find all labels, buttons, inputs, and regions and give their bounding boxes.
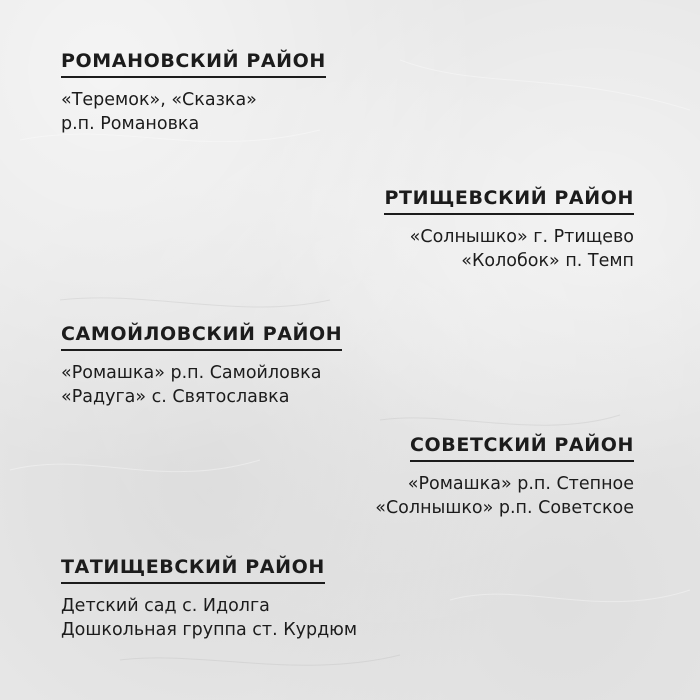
kindergarten-line: р.п. Романовка [61, 114, 200, 134]
district-heading: ТАТИЩЕВСКИЙ РАЙОН [61, 555, 325, 584]
kindergarten-list [375, 472, 634, 520]
kindergarten-line: «Солнышко» р.п. Советское [375, 498, 634, 518]
kindergarten-list [61, 594, 357, 642]
district-heading: САМОЙЛОВСКИЙ РАЙОН [61, 322, 342, 351]
kindergarten-line: «Ромашка» р.п. Степное [407, 474, 634, 494]
kindergarten-line: «Солнышко» г. Ртищево [409, 227, 634, 247]
kindergarten-line: Дошкольная группа ст. Курдюм [61, 620, 358, 640]
kindergarten-line: «Теремок», «Сказка» [61, 90, 257, 110]
district-block-romanovsky [61, 49, 326, 136]
district-block-tatishchevsky [61, 555, 357, 642]
kindergarten-line: «Ромашка» р.п. Самойловка [61, 363, 322, 383]
district-heading: РОМАНОВСКИЙ РАЙОН [61, 49, 326, 78]
kindergarten-line: «Колобок» п. Темп [461, 251, 634, 271]
district-block-samoylovsky [61, 322, 342, 409]
district-block-rtishchevsky [384, 186, 634, 273]
kindergarten-list [61, 88, 326, 136]
kindergarten-line: «Радуга» с. Святославка [61, 387, 290, 407]
district-heading: РТИЩЕВСКИЙ РАЙОН [384, 186, 634, 215]
district-block-sovetsky [375, 433, 634, 520]
kindergarten-list [384, 225, 634, 273]
district-heading: СОВЕТСКИЙ РАЙОН [410, 433, 634, 462]
kindergarten-line: Детский сад с. Идолга [61, 596, 270, 616]
kindergarten-list [61, 361, 342, 409]
